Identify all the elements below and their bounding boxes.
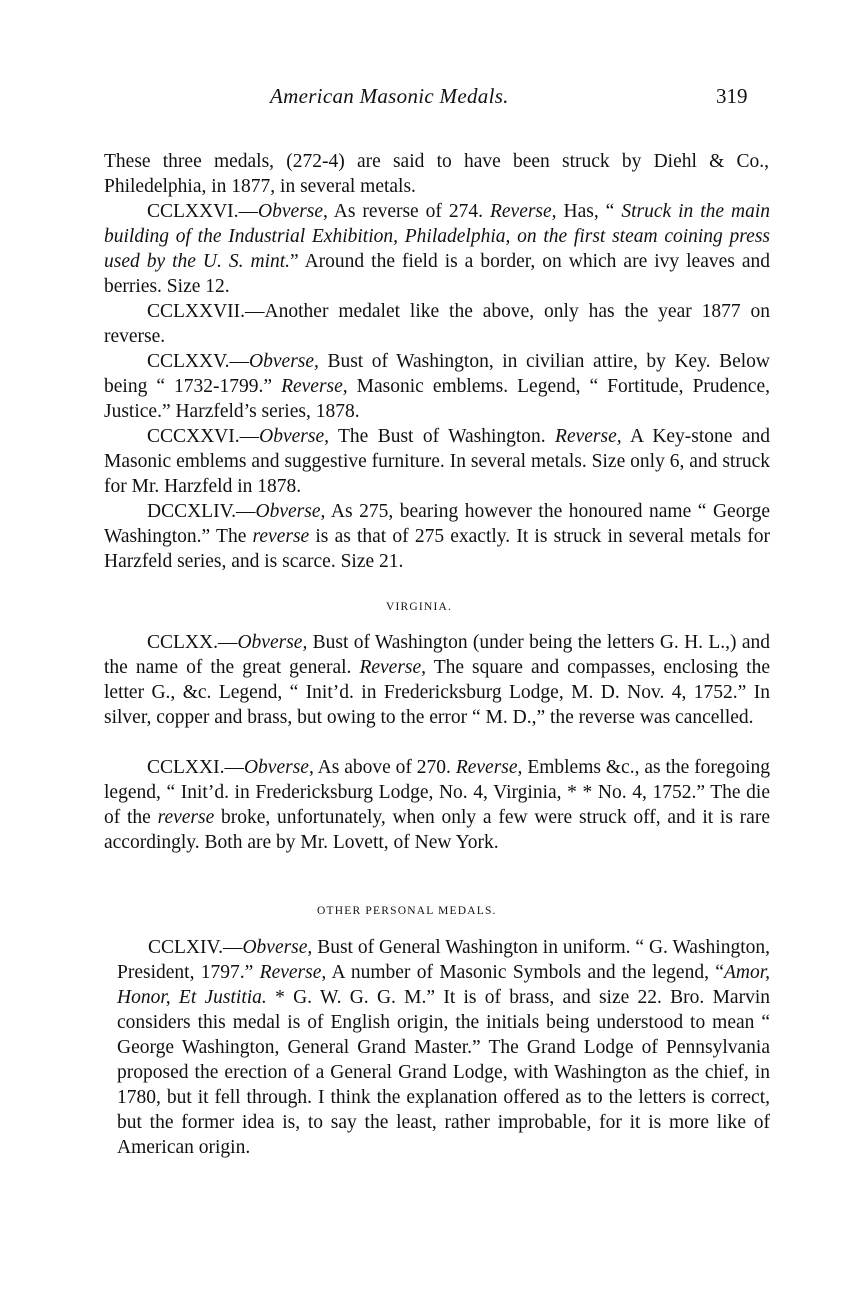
text-run: The square and compasses, enclosing the letter G., &c. Legend, “ Init’d. in Fredericksburg Lodge, M. D. Nov. 4, 1752.” In silver, copper and brass, but owing to the error “ M. D.,” the reverse was cancelled.	[104, 657, 770, 728]
text-run: * G. W. G. G. M.” It is of brass, and size 22. Bro. Marvin considers this medal is of English origin, the initials being understood to mean “ George Washington, General Grand Master.” The Grand Lodge of Pennsylvania proposed the erection of a General Grand Lodge, with Washington as the chief, in 1780, but it fell through. I think the explanation offered as to the letters is correct, but the former idea is, to say the least, rather improbable, for it is more like of American origin.	[117, 987, 770, 1158]
italic-text: reverse	[157, 807, 215, 828]
text-run: ” Around the field is a border, on which are ivy leaves and berries. Size 12.	[104, 251, 770, 297]
page-number: 319	[716, 84, 748, 108]
italic-text: Reverse,	[259, 962, 327, 983]
paragraph	[104, 424, 770, 499]
text-run: DCCXLIV.—	[147, 501, 256, 522]
text-run: CCLXXVI.—	[147, 201, 259, 222]
paragraph	[104, 149, 769, 199]
text-run: CCLXXVII.—Another medalet like the above, only has the year 1877 on reverse.	[104, 301, 770, 347]
paragraph	[104, 299, 770, 349]
italic-text: Reverse,	[455, 757, 523, 778]
text-run: is as that of 275 exactly. It is struck in several metals for Harzfeld series, and is scarce. Size 21.	[104, 526, 770, 572]
text-run: A Key-stone and Masonic emblems and suggestive furniture. In several metals. Size only 6, and struck for Mr. Harzfeld in 1878.	[104, 426, 770, 497]
paragraph	[104, 630, 770, 730]
running-title: American Masonic Medals.	[270, 84, 509, 108]
paragraph	[104, 755, 770, 855]
text-run: Emblems &c., as the foregoing legend, “ Init’d. in Fredericksburg Lodge, No. 4, Virginia, * * No. 4, 1752.” The die of the	[104, 757, 770, 828]
text-run: Bust of Washington (under being the letters G. H. L.,) and the name of the great general.	[104, 632, 770, 678]
paragraph	[104, 199, 770, 299]
italic-text: Obverse,	[237, 632, 308, 653]
italic-text: Obverse,	[242, 937, 313, 958]
italic-text: Reverse,	[281, 376, 348, 397]
italic-text: Reverse,	[555, 426, 622, 447]
paragraph	[104, 499, 770, 574]
paragraph	[104, 349, 770, 424]
text-run: CCLXX.—	[147, 632, 238, 653]
text-run: broke, unfortunately, when only a few were struck off, and it is rare accordingly. Both are by Mr. Lovett, of New York.	[104, 807, 770, 853]
text-run: The Bust of Washington.	[329, 426, 556, 447]
text-run: CCLXIV.—	[148, 937, 243, 958]
paragraph	[117, 935, 770, 1160]
italic-text: Obverse,	[255, 501, 326, 522]
text-run: As above of 270.	[313, 757, 456, 778]
text-run: These three medals, (272-4) are said to have been struck by Diehl & Co., Philedelphia, in 1877, in several metals.	[104, 151, 769, 197]
text-run: CCCXXVI.—	[147, 426, 260, 447]
italic-text: Amor, Honor, Et Justitia.	[117, 962, 770, 1008]
section-heading-other-personal-medals: OTHER PERSONAL MEDALS.	[317, 905, 497, 917]
text-run: CCLXXI.—	[147, 757, 244, 778]
text-run: CCLXXV.—	[147, 351, 250, 372]
italic-text: Reverse,	[359, 657, 427, 678]
text-run: As reverse of 274.	[327, 201, 490, 222]
text-run: Has, “	[556, 201, 622, 222]
section-heading-virginia: VIRGINIA.	[386, 601, 453, 613]
italic-text: Obverse,	[249, 351, 319, 372]
text-run: Masonic emblems. Legend, “ Fortitude, Prudence, Justice.” Harzfeld’s series, 1878.	[104, 376, 770, 422]
text-run: Bust of General Washington in uniform. “ G. Washington, President, 1797.”	[117, 937, 770, 983]
italic-text: Reverse,	[489, 201, 557, 222]
italic-text: reverse	[252, 526, 310, 547]
text-run: Bust of Washington, in civilian attire, by Key. Below being “ 1732-1799.”	[104, 351, 770, 397]
page-header	[0, 84, 862, 114]
italic-text: Struck in the main building of the Industrial Exhibition, Philadelphia, on the first steam coining press used by the U. S. mint.	[104, 201, 771, 272]
text-run: A number of Masonic Symbols and the legend, “	[326, 962, 724, 983]
italic-text: Obverse,	[258, 201, 328, 222]
italic-text: Obverse,	[259, 426, 329, 447]
text-run: As 275, bearing however the honoured name “ George Washington.” The	[104, 501, 770, 547]
italic-text: Obverse,	[243, 757, 314, 778]
